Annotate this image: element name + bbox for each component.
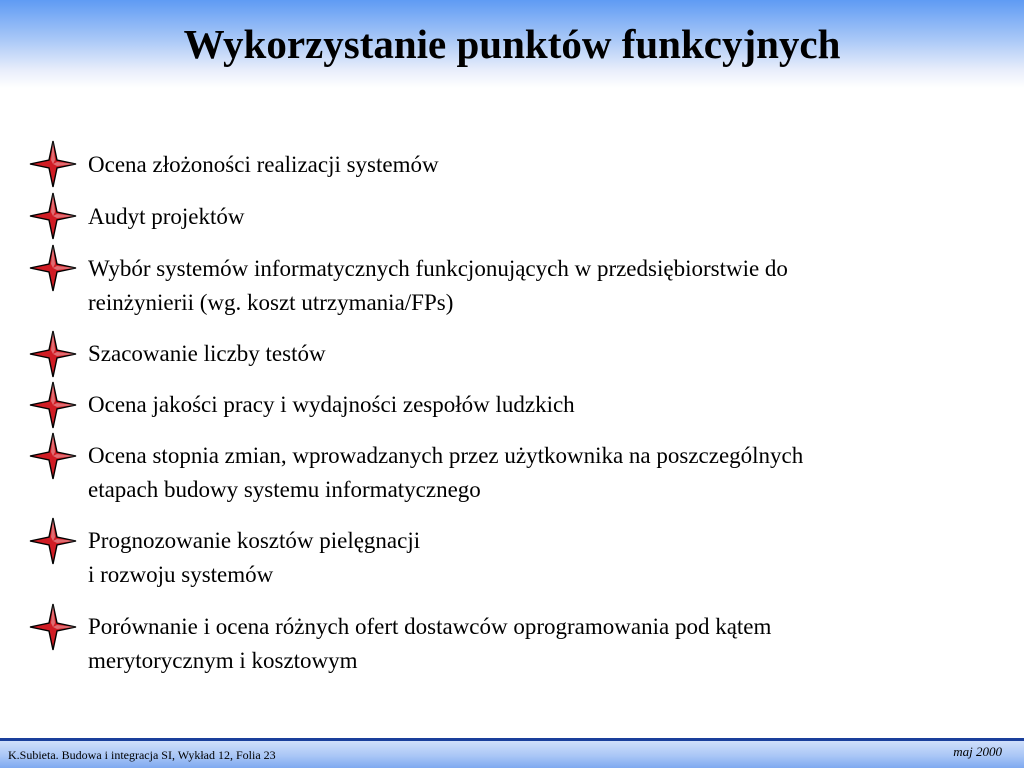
four-point-star-icon: [28, 329, 78, 379]
four-point-star-icon: [28, 516, 78, 566]
four-point-star-icon: [28, 431, 78, 481]
footer-caption: K.Subieta. Budowa i integracja SI, Wykład 12, Folia 23: [8, 748, 276, 762]
bullet-text: Szacowanie liczby testów: [88, 341, 326, 366]
footer-divider: [0, 738, 1024, 741]
four-point-star-icon: [28, 380, 78, 430]
bullet-text: Ocena stopnia zmian, wprowadzanych przez użytkownika na poszczególnych etapach budowy systemu informatycznego: [88, 443, 804, 502]
bullet-text: Ocena jakości pracy i wydajności zespołów ludzkich: [88, 392, 575, 417]
bullet-text: Porównanie i ocena różnych ofert dostawców oprogramowania pod kątem merytorycznym i kosztowym: [88, 614, 772, 673]
four-point-star-icon: [28, 191, 78, 241]
slide-title: Wykorzystanie punktów funkcyjnych: [183, 21, 841, 67]
bullet-text: Prognozowanie kosztów pielęgnacji i rozwoju systemów: [88, 528, 421, 587]
bullet-text: Audyt projektów: [88, 204, 245, 229]
four-point-star-icon: [28, 139, 78, 189]
bullet-text: Wybór systemów informatycznych funkcjonujących w przedsiębiorstwie do reinżynierii (wg. koszt utrzymania/FPs): [88, 256, 788, 315]
four-point-star-icon: [28, 243, 78, 293]
four-point-star-icon: [28, 602, 78, 652]
footer-date: maj 2000: [953, 744, 1002, 759]
bullet-text: Ocena złożoności realizacji systemów: [88, 152, 439, 177]
